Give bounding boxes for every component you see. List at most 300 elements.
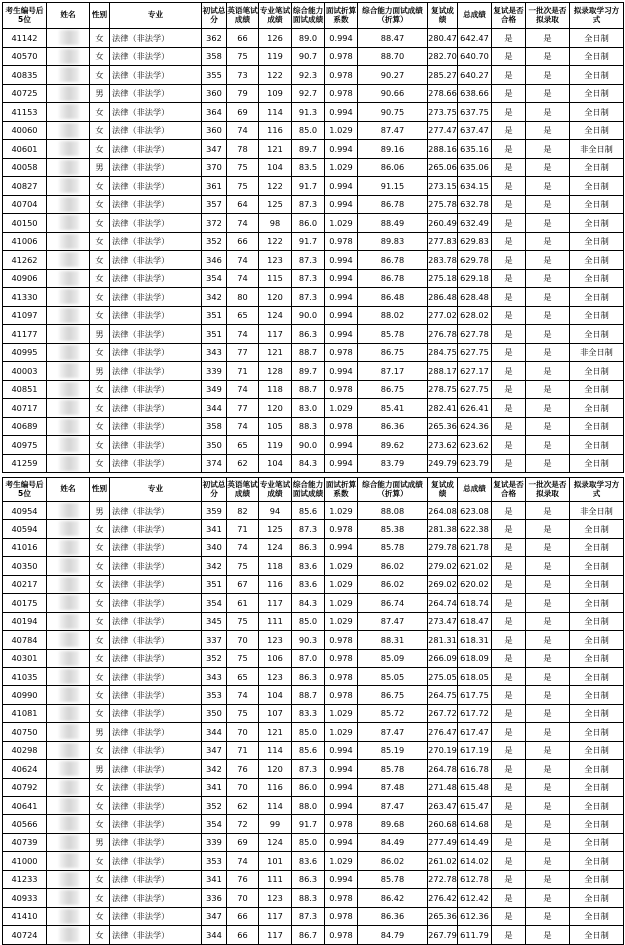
cell-initial-total: 370 xyxy=(202,158,227,177)
cell-professional: 118 xyxy=(259,380,292,399)
score-table-1 xyxy=(2,2,624,473)
cell-interview: 90.7 xyxy=(292,47,325,66)
header-col-coefficient: 面试折算系数 xyxy=(325,478,358,502)
cell-initial-total: 347 xyxy=(202,741,227,759)
cell-english: 69 xyxy=(227,103,259,122)
cell-english: 61 xyxy=(227,594,259,612)
cell-id: 40350 xyxy=(3,557,47,575)
cell-gender: 女 xyxy=(90,399,110,418)
cell-interview: 88.7 xyxy=(292,380,325,399)
cell-study-mode: 全日制 xyxy=(570,121,624,140)
cell-english: 75 xyxy=(227,704,259,722)
cell-major: 法律（非法学） xyxy=(110,47,202,66)
cell-coefficient: 0.978 xyxy=(325,907,358,925)
cell-coefficient: 0.994 xyxy=(325,306,358,325)
cell-initial-total: 349 xyxy=(202,380,227,399)
cell-retest: 277.49 xyxy=(428,833,458,851)
cell-english: 78 xyxy=(227,140,259,159)
cell-interview-converted: 86.36 xyxy=(358,907,428,925)
cell-retest-pass: 是 xyxy=(492,121,526,140)
cell-id: 40058 xyxy=(3,158,47,177)
cell-retest: 261.02 xyxy=(428,852,458,870)
cell-initial-total: 364 xyxy=(202,103,227,122)
cell-retest-pass: 是 xyxy=(492,343,526,362)
cell-name xyxy=(47,538,90,556)
table-row xyxy=(3,833,624,851)
cell-interview-converted: 86.74 xyxy=(358,594,428,612)
table-row xyxy=(3,214,624,233)
table-row xyxy=(3,325,624,344)
cell-interview: 92.7 xyxy=(292,84,325,103)
header-col-major: 专业 xyxy=(110,478,202,502)
cell-gender: 女 xyxy=(90,557,110,575)
cell-english: 64 xyxy=(227,195,259,214)
cell-interview-converted: 86.36 xyxy=(358,417,428,436)
cell-interview: 90.0 xyxy=(292,436,325,455)
cell-interview-converted: 86.02 xyxy=(358,852,428,870)
cell-english: 74 xyxy=(227,121,259,140)
cell-major: 法律（非法学） xyxy=(110,103,202,122)
cell-study-mode: 全日制 xyxy=(570,325,624,344)
table-row xyxy=(3,797,624,815)
cell-id: 40792 xyxy=(3,778,47,796)
cell-major: 法律（非法学） xyxy=(110,177,202,196)
name-redaction xyxy=(59,49,79,64)
cell-english: 65 xyxy=(227,306,259,325)
cell-gender: 女 xyxy=(90,29,110,48)
cell-english: 71 xyxy=(227,741,259,759)
cell-total: 618.47 xyxy=(458,612,492,630)
cell-study-mode: 全日制 xyxy=(570,833,624,851)
cell-major: 法律（非法学） xyxy=(110,214,202,233)
cell-retest: 276.78 xyxy=(428,325,458,344)
cell-total: 622.38 xyxy=(458,520,492,538)
cell-admit-batch1: 是 xyxy=(526,140,570,159)
table-row xyxy=(3,870,624,888)
cell-interview-converted: 85.19 xyxy=(358,741,428,759)
cell-id: 40689 xyxy=(3,417,47,436)
header-col-total: 总成绩 xyxy=(458,478,492,502)
cell-gender: 女 xyxy=(90,889,110,907)
cell-major: 法律（非法学） xyxy=(110,889,202,907)
cell-admit-batch1: 是 xyxy=(526,269,570,288)
cell-english: 74 xyxy=(227,686,259,704)
cell-id: 40906 xyxy=(3,269,47,288)
header-col-retest: 复试成绩 xyxy=(428,478,458,502)
table-row xyxy=(3,140,624,159)
cell-admit-batch1: 是 xyxy=(526,815,570,833)
cell-retest: 277.47 xyxy=(428,121,458,140)
cell-retest-pass: 是 xyxy=(492,538,526,556)
cell-interview: 85.0 xyxy=(292,121,325,140)
cell-retest-pass: 是 xyxy=(492,66,526,85)
cell-total: 623.62 xyxy=(458,436,492,455)
cell-interview-converted: 86.02 xyxy=(358,575,428,593)
cell-gender: 女 xyxy=(90,704,110,722)
cell-retest: 282.41 xyxy=(428,399,458,418)
cell-initial-total: 344 xyxy=(202,926,227,944)
cell-gender: 男 xyxy=(90,723,110,741)
cell-total: 616.78 xyxy=(458,760,492,778)
cell-english: 66 xyxy=(227,29,259,48)
cell-admit-batch1: 是 xyxy=(526,214,570,233)
name-redaction xyxy=(59,909,79,924)
cell-total: 612.42 xyxy=(458,889,492,907)
cell-retest-pass: 是 xyxy=(492,815,526,833)
cell-interview: 85.6 xyxy=(292,502,325,520)
cell-retest: 273.62 xyxy=(428,436,458,455)
cell-study-mode: 全日制 xyxy=(570,741,624,759)
cell-professional: 125 xyxy=(259,195,292,214)
cell-id: 40724 xyxy=(3,926,47,944)
cell-major: 法律（非法学） xyxy=(110,870,202,888)
cell-major: 法律（非法学） xyxy=(110,704,202,722)
cell-professional: 123 xyxy=(259,667,292,685)
cell-english: 75 xyxy=(227,158,259,177)
cell-english: 65 xyxy=(227,436,259,455)
cell-total: 617.72 xyxy=(458,704,492,722)
cell-english: 69 xyxy=(227,833,259,851)
cell-interview-converted: 88.70 xyxy=(358,47,428,66)
cell-interview-converted: 88.02 xyxy=(358,306,428,325)
cell-professional: 121 xyxy=(259,723,292,741)
cell-major: 法律（非法学） xyxy=(110,502,202,520)
cell-gender: 男 xyxy=(90,502,110,520)
cell-retest-pass: 是 xyxy=(492,47,526,66)
cell-name xyxy=(47,121,90,140)
cell-study-mode: 全日制 xyxy=(570,870,624,888)
cell-initial-total: 337 xyxy=(202,631,227,649)
name-redaction xyxy=(59,86,79,101)
cell-interview-converted: 89.16 xyxy=(358,140,428,159)
name-redaction xyxy=(59,104,79,119)
cell-study-mode: 全日制 xyxy=(570,907,624,925)
cell-initial-total: 359 xyxy=(202,502,227,520)
cell-coefficient: 0.994 xyxy=(325,288,358,307)
cell-interview-converted: 86.06 xyxy=(358,158,428,177)
cell-interview-converted: 88.08 xyxy=(358,502,428,520)
cell-retest: 281.31 xyxy=(428,631,458,649)
cell-name xyxy=(47,306,90,325)
cell-retest-pass: 是 xyxy=(492,741,526,759)
cell-interview-converted: 86.48 xyxy=(358,288,428,307)
cell-retest-pass: 是 xyxy=(492,649,526,667)
cell-id: 40298 xyxy=(3,741,47,759)
table-row xyxy=(3,29,624,48)
table-row xyxy=(3,121,624,140)
cell-professional: 117 xyxy=(259,594,292,612)
cell-retest: 285.27 xyxy=(428,66,458,85)
cell-major: 法律（非法学） xyxy=(110,288,202,307)
cell-admit-batch1: 是 xyxy=(526,631,570,649)
cell-retest: 273.75 xyxy=(428,103,458,122)
cell-study-mode: 非全日制 xyxy=(570,502,624,520)
cell-initial-total: 347 xyxy=(202,140,227,159)
cell-id: 41330 xyxy=(3,288,47,307)
cell-admit-batch1: 是 xyxy=(526,29,570,48)
cell-initial-total: 340 xyxy=(202,538,227,556)
cell-interview: 83.0 xyxy=(292,399,325,418)
cell-total: 623.08 xyxy=(458,502,492,520)
cell-name xyxy=(47,325,90,344)
cell-english: 79 xyxy=(227,84,259,103)
header-col-professional: 专业笔试成绩 xyxy=(259,3,292,29)
cell-english: 70 xyxy=(227,778,259,796)
cell-id: 40301 xyxy=(3,649,47,667)
cell-coefficient: 1.029 xyxy=(325,557,358,575)
cell-professional: 111 xyxy=(259,870,292,888)
cell-retest: 279.02 xyxy=(428,557,458,575)
cell-retest-pass: 是 xyxy=(492,232,526,251)
cell-professional: 120 xyxy=(259,760,292,778)
cell-initial-total: 358 xyxy=(202,47,227,66)
cell-name xyxy=(47,214,90,233)
cell-interview: 85.0 xyxy=(292,612,325,630)
cell-interview: 87.0 xyxy=(292,649,325,667)
cell-major: 法律（非法学） xyxy=(110,84,202,103)
cell-major: 法律（非法学） xyxy=(110,362,202,381)
cell-name xyxy=(47,686,90,704)
cell-id: 41259 xyxy=(3,454,47,473)
cell-study-mode: 全日制 xyxy=(570,538,624,556)
cell-retest: 276.42 xyxy=(428,889,458,907)
name-redaction xyxy=(59,160,79,175)
cell-interview-converted: 85.78 xyxy=(358,538,428,556)
cell-interview-converted: 87.47 xyxy=(358,723,428,741)
cell-interview: 90.3 xyxy=(292,631,325,649)
cell-study-mode: 非全日制 xyxy=(570,343,624,362)
cell-gender: 女 xyxy=(90,870,110,888)
cell-professional: 124 xyxy=(259,538,292,556)
cell-initial-total: 360 xyxy=(202,84,227,103)
table-row xyxy=(3,667,624,685)
cell-id: 41081 xyxy=(3,704,47,722)
cell-interview: 87.3 xyxy=(292,520,325,538)
cell-major: 法律（非法学） xyxy=(110,66,202,85)
cell-initial-total: 341 xyxy=(202,520,227,538)
cell-retest-pass: 是 xyxy=(492,251,526,270)
cell-admit-batch1: 是 xyxy=(526,417,570,436)
cell-coefficient: 1.029 xyxy=(325,214,358,233)
cell-interview: 87.3 xyxy=(292,251,325,270)
cell-study-mode: 全日制 xyxy=(570,269,624,288)
table-row xyxy=(3,852,624,870)
name-redaction xyxy=(59,67,79,82)
cell-total: 612.78 xyxy=(458,870,492,888)
name-redaction xyxy=(59,178,79,193)
cell-total: 614.02 xyxy=(458,852,492,870)
cell-professional: 123 xyxy=(259,631,292,649)
cell-retest: 282.70 xyxy=(428,47,458,66)
header-col-major: 专业 xyxy=(110,3,202,29)
cell-gender: 女 xyxy=(90,214,110,233)
cell-id: 40175 xyxy=(3,594,47,612)
cell-retest: 263.47 xyxy=(428,797,458,815)
cell-name xyxy=(47,704,90,722)
table-row xyxy=(3,454,624,473)
cell-gender: 女 xyxy=(90,631,110,649)
cell-coefficient: 0.994 xyxy=(325,760,358,778)
cell-gender: 女 xyxy=(90,538,110,556)
cell-interview-converted: 87.47 xyxy=(358,797,428,815)
cell-retest: 264.75 xyxy=(428,686,458,704)
cell-study-mode: 全日制 xyxy=(570,436,624,455)
cell-gender: 女 xyxy=(90,269,110,288)
cell-total: 618.09 xyxy=(458,649,492,667)
cell-retest: 273.15 xyxy=(428,177,458,196)
cell-professional: 118 xyxy=(259,557,292,575)
name-redaction xyxy=(59,234,79,249)
cell-retest: 267.79 xyxy=(428,926,458,944)
cell-study-mode: 全日制 xyxy=(570,306,624,325)
cell-gender: 女 xyxy=(90,667,110,685)
name-redaction xyxy=(59,761,79,776)
cell-interview: 85.6 xyxy=(292,741,325,759)
cell-interview: 85.0 xyxy=(292,723,325,741)
cell-professional: 114 xyxy=(259,741,292,759)
cell-coefficient: 0.994 xyxy=(325,362,358,381)
cell-gender: 男 xyxy=(90,84,110,103)
cell-initial-total: 351 xyxy=(202,306,227,325)
cell-retest-pass: 是 xyxy=(492,502,526,520)
cell-study-mode: 全日制 xyxy=(570,686,624,704)
cell-retest-pass: 是 xyxy=(492,158,526,177)
table-row xyxy=(3,520,624,538)
cell-interview: 87.3 xyxy=(292,195,325,214)
cell-interview: 86.3 xyxy=(292,870,325,888)
cell-initial-total: 339 xyxy=(202,833,227,851)
table-row xyxy=(3,306,624,325)
cell-name xyxy=(47,575,90,593)
table-row xyxy=(3,502,624,520)
cell-admit-batch1: 是 xyxy=(526,907,570,925)
cell-professional: 126 xyxy=(259,29,292,48)
cell-retest-pass: 是 xyxy=(492,380,526,399)
table-row xyxy=(3,649,624,667)
cell-name xyxy=(47,380,90,399)
cell-admit-batch1: 是 xyxy=(526,778,570,796)
name-redaction xyxy=(59,141,79,156)
cell-coefficient: 1.029 xyxy=(325,502,358,520)
cell-coefficient: 0.994 xyxy=(325,269,358,288)
header-col-initial-total: 初试总分 xyxy=(202,478,227,502)
cell-coefficient: 0.978 xyxy=(325,520,358,538)
cell-major: 法律（非法学） xyxy=(110,815,202,833)
cell-professional: 107 xyxy=(259,704,292,722)
cell-study-mode: 全日制 xyxy=(570,158,624,177)
cell-study-mode: 全日制 xyxy=(570,889,624,907)
cell-coefficient: 0.978 xyxy=(325,66,358,85)
cell-name xyxy=(47,557,90,575)
cell-gender: 女 xyxy=(90,926,110,944)
cell-total: 617.75 xyxy=(458,686,492,704)
cell-interview: 91.7 xyxy=(292,177,325,196)
cell-coefficient: 0.994 xyxy=(325,177,358,196)
name-redaction xyxy=(59,382,79,397)
cell-study-mode: 全日制 xyxy=(570,29,624,48)
cell-initial-total: 357 xyxy=(202,195,227,214)
name-redaction xyxy=(59,308,79,323)
table-row xyxy=(3,741,624,759)
cell-interview: 89.7 xyxy=(292,362,325,381)
cell-coefficient: 0.978 xyxy=(325,686,358,704)
cell-total: 624.36 xyxy=(458,417,492,436)
cell-initial-total: 343 xyxy=(202,343,227,362)
cell-major: 法律（非法学） xyxy=(110,741,202,759)
table-row xyxy=(3,557,624,575)
cell-admit-batch1: 是 xyxy=(526,594,570,612)
cell-total: 634.15 xyxy=(458,177,492,196)
name-redaction xyxy=(59,743,79,758)
table-row xyxy=(3,177,624,196)
cell-id: 40835 xyxy=(3,66,47,85)
cell-admit-batch1: 是 xyxy=(526,436,570,455)
cell-interview: 89.7 xyxy=(292,140,325,159)
cell-interview-converted: 90.66 xyxy=(358,84,428,103)
cell-admit-batch1: 是 xyxy=(526,870,570,888)
cell-admit-batch1: 是 xyxy=(526,686,570,704)
cell-name xyxy=(47,269,90,288)
cell-coefficient: 0.978 xyxy=(325,649,358,667)
cell-initial-total: 355 xyxy=(202,66,227,85)
cell-retest: 278.75 xyxy=(428,380,458,399)
cell-id: 40990 xyxy=(3,686,47,704)
cell-admit-batch1: 是 xyxy=(526,538,570,556)
cell-gender: 女 xyxy=(90,232,110,251)
cell-retest-pass: 是 xyxy=(492,29,526,48)
cell-interview-converted: 89.62 xyxy=(358,436,428,455)
cell-admit-batch1: 是 xyxy=(526,612,570,630)
name-redaction xyxy=(59,780,79,795)
table-row xyxy=(3,269,624,288)
cell-coefficient: 0.994 xyxy=(325,436,358,455)
header-col-retest-pass: 复试是否合格 xyxy=(492,478,526,502)
cell-gender: 女 xyxy=(90,380,110,399)
table-row xyxy=(3,907,624,925)
header-col-gender: 性别 xyxy=(90,3,110,29)
cell-admit-batch1: 是 xyxy=(526,306,570,325)
table-row xyxy=(3,47,624,66)
cell-name xyxy=(47,29,90,48)
cell-gender: 女 xyxy=(90,103,110,122)
cell-interview-converted: 85.72 xyxy=(358,704,428,722)
cell-professional: 123 xyxy=(259,251,292,270)
cell-retest-pass: 是 xyxy=(492,214,526,233)
cell-id: 40704 xyxy=(3,195,47,214)
cell-study-mode: 全日制 xyxy=(570,926,624,944)
table-row xyxy=(3,704,624,722)
cell-gender: 女 xyxy=(90,66,110,85)
cell-interview: 85.0 xyxy=(292,833,325,851)
cell-admit-batch1: 是 xyxy=(526,325,570,344)
cell-name xyxy=(47,520,90,538)
cell-english: 66 xyxy=(227,232,259,251)
cell-english: 75 xyxy=(227,47,259,66)
cell-study-mode: 全日制 xyxy=(570,852,624,870)
cell-coefficient: 0.994 xyxy=(325,251,358,270)
cell-retest-pass: 是 xyxy=(492,631,526,649)
cell-admit-batch1: 是 xyxy=(526,520,570,538)
cell-retest-pass: 是 xyxy=(492,399,526,418)
table-row xyxy=(3,158,624,177)
cell-admit-batch1: 是 xyxy=(526,889,570,907)
cell-id: 40594 xyxy=(3,520,47,538)
cell-total: 627.75 xyxy=(458,380,492,399)
cell-name xyxy=(47,343,90,362)
name-redaction xyxy=(59,798,79,813)
cell-english: 77 xyxy=(227,399,259,418)
cell-retest-pass: 是 xyxy=(492,362,526,381)
